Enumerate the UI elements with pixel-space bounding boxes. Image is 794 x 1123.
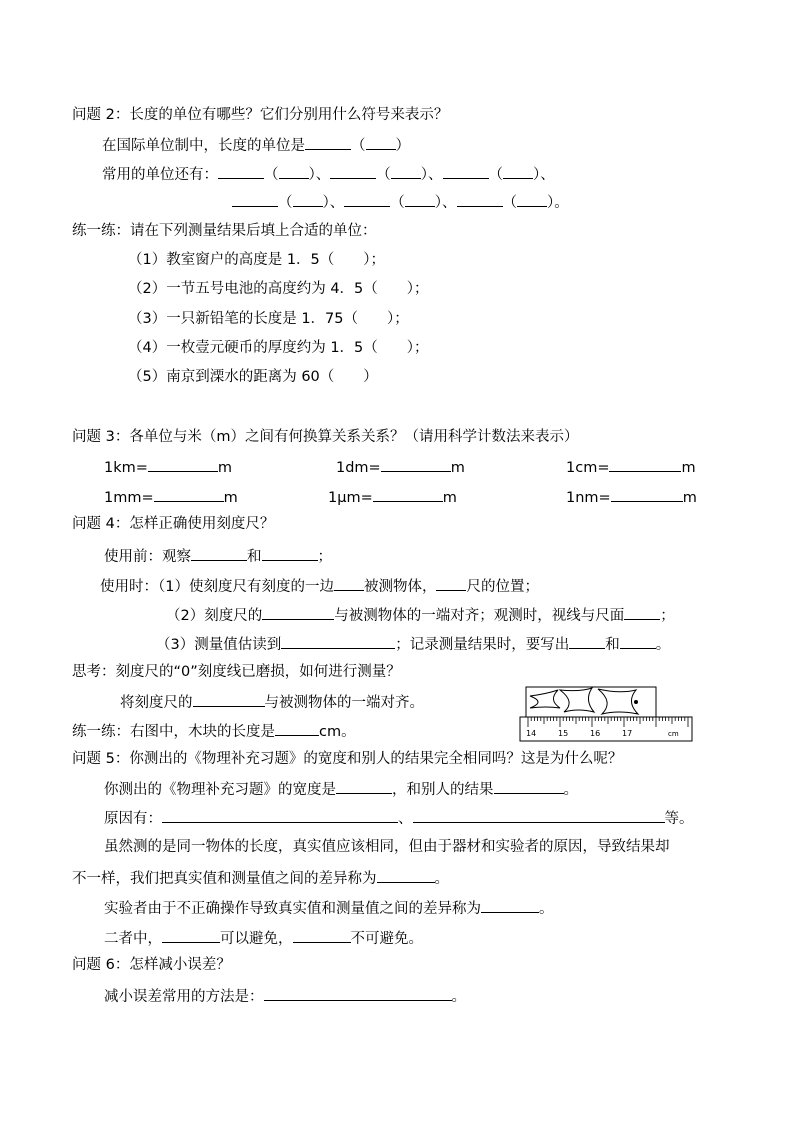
question-4-title: 问题 4：怎样正确使用刻度尺？ — [72, 516, 275, 532]
length-blank[interactable] — [275, 721, 319, 736]
ruler-tick-label: 14 — [526, 729, 537, 738]
record-blank[interactable] — [569, 634, 605, 649]
practice-item: （3）一只新铅笔的长度是 1．75（ ）； — [128, 311, 409, 327]
unit-blank[interactable] — [457, 192, 503, 207]
question-2-title: 问题 2：长度的单位有哪些？它们分别用什么符号来表示？ — [72, 107, 449, 123]
think-title: 思考：刻度尺的“0”刻度线已磨损，如何进行测量？ — [72, 664, 401, 680]
step-3-line: （3）测量值估读到 ；记录测量结果时，要写出 和 。 — [156, 634, 670, 654]
record-blank[interactable] — [620, 634, 656, 649]
reason-blank[interactable] — [413, 808, 665, 823]
mistake-definition-line: 实验者由于不正确操作导致真实值和测量值之间的差异称为 。 — [104, 898, 554, 918]
reduce-error-line: 减小误差常用的方法是： 。 — [104, 986, 466, 1006]
practice-item: （5）南京到溧水的距离为 60（ ） — [128, 369, 378, 385]
si-unit-blank[interactable] — [305, 135, 351, 150]
mistake-blank[interactable] — [481, 898, 539, 913]
conversion-mm: 1mm= m — [104, 487, 238, 507]
symbol-blank[interactable] — [503, 164, 533, 179]
step-2-line: （2）刻度尺的 与被测物体的一端对齐；观测时，视线与尺面 ； — [166, 605, 675, 625]
practice-item: （1）教室窗户的高度是 1．5（ ）； — [128, 252, 386, 268]
practice-item: （2）一节五号电池的高度约为 4．5（ ）； — [128, 281, 429, 297]
end-mark: 。 — [554, 195, 569, 211]
before-use-line: 使用前：观察 和 ； — [104, 546, 332, 566]
sight-blank[interactable] — [624, 605, 660, 620]
align-blank[interactable] — [262, 605, 334, 620]
symbol-blank[interactable] — [279, 164, 309, 179]
symbol-blank[interactable] — [517, 192, 547, 207]
conversion-km: 1km= m — [104, 457, 232, 477]
avoidable-blank[interactable] — [162, 928, 220, 943]
question-5-title: 问题 5：你测出的《物理补充习题》的宽度和别人的结果完全相同吗？这是为什么呢？ — [72, 751, 623, 767]
reduce-error-blank[interactable] — [264, 986, 452, 1001]
common-units-prefix: 常用的单位还有： — [102, 167, 218, 183]
conversion-blank[interactable] — [154, 487, 224, 502]
reason-blank[interactable] — [162, 808, 398, 823]
observe-blank[interactable] — [191, 546, 247, 561]
ruler-body — [520, 717, 692, 741]
conversion-blank[interactable] — [373, 487, 443, 502]
conversion-blank[interactable] — [148, 457, 218, 472]
common-units-line-2: （ ）、 （ ）、 （ ）。 — [232, 192, 569, 212]
unit-blank[interactable] — [330, 164, 376, 179]
ruler-unit-label: cm — [668, 730, 679, 738]
estimate-blank[interactable] — [281, 634, 395, 649]
ruler-tick-label: 17 — [622, 729, 633, 738]
ruler-edge-blank[interactable] — [334, 576, 364, 591]
si-unit-line: 在国际单位制中，长度的单位是 （ ） — [102, 135, 410, 155]
conversion-cm: 1cm= m — [566, 457, 696, 477]
conversion-blank[interactable] — [611, 487, 683, 502]
error-definition-line: 不一样，我们把真实值和测量值之间的差异称为 。 — [72, 868, 449, 888]
ruler-figure — [518, 686, 694, 742]
during-use-line: 使用时：（1）使刻度尺有刻度的一边 被测物体， 尺的位置； — [100, 576, 539, 596]
conversion-nm: 1nm= m — [566, 487, 697, 507]
think-answer-line: 将刻度尺的 与被测物体的一端对齐。 — [120, 692, 424, 712]
reason-line: 原因有： 、 等。 — [104, 808, 694, 828]
ruler-tick-label: 15 — [558, 729, 569, 738]
width-blank[interactable] — [336, 779, 392, 794]
ruler-tick-label: 16 — [590, 729, 601, 738]
practice-2-line: 练一练：右图中，木块的长度是 cm。 — [72, 721, 356, 741]
si-symbol-blank[interactable] — [366, 135, 396, 150]
error-blank[interactable] — [377, 868, 435, 883]
common-units-line-1: 常用的单位还有： （ ）、 （ ）、 （ ）、 — [102, 164, 555, 184]
observe-blank[interactable] — [262, 546, 318, 561]
unit-blank[interactable] — [443, 164, 489, 179]
conversion-um: 1μm= m — [328, 487, 457, 507]
symbol-blank[interactable] — [391, 164, 421, 179]
conversion-blank[interactable] — [381, 457, 451, 472]
practice-1-title: 练一练：请在下列测量结果后填上合适的单位： — [72, 223, 377, 239]
conversion-blank[interactable] — [609, 457, 681, 472]
unit-blank[interactable] — [344, 192, 390, 207]
question-6-title: 问题 6：怎样减小误差？ — [72, 957, 231, 973]
paragraph-line: 虽然测的是同一物体的长度，真实值应该相同，但由于器材和实验者的原因，导致结果却 — [104, 839, 670, 855]
unit-blank[interactable] — [218, 164, 264, 179]
question-3-title: 问题 3：各单位与米（m）之间有何换算关系关系？（请用科学计数法来表示） — [72, 429, 579, 445]
conversion-dm: 1dm= m — [336, 457, 465, 477]
think-blank[interactable] — [193, 692, 265, 707]
practice-item: （4）一枚壹元硬币的厚度约为 1．5（ ）； — [128, 340, 429, 356]
symbol-blank[interactable] — [293, 192, 323, 207]
wood-knot — [634, 700, 638, 704]
width-line: 你测出的《物理补充习题》的宽度是 ，和别人的结果 。 — [104, 779, 578, 799]
avoidable-line: 二者中， 可以避免， 不可避免。 — [104, 928, 423, 948]
unit-blank[interactable] — [232, 192, 278, 207]
compare-blank[interactable] — [494, 779, 564, 794]
symbol-blank[interactable] — [405, 192, 435, 207]
ruler-position-blank[interactable] — [436, 576, 466, 591]
unavoidable-blank[interactable] — [293, 928, 351, 943]
si-unit-prefix: 在国际单位制中，长度的单位是 — [102, 138, 305, 154]
